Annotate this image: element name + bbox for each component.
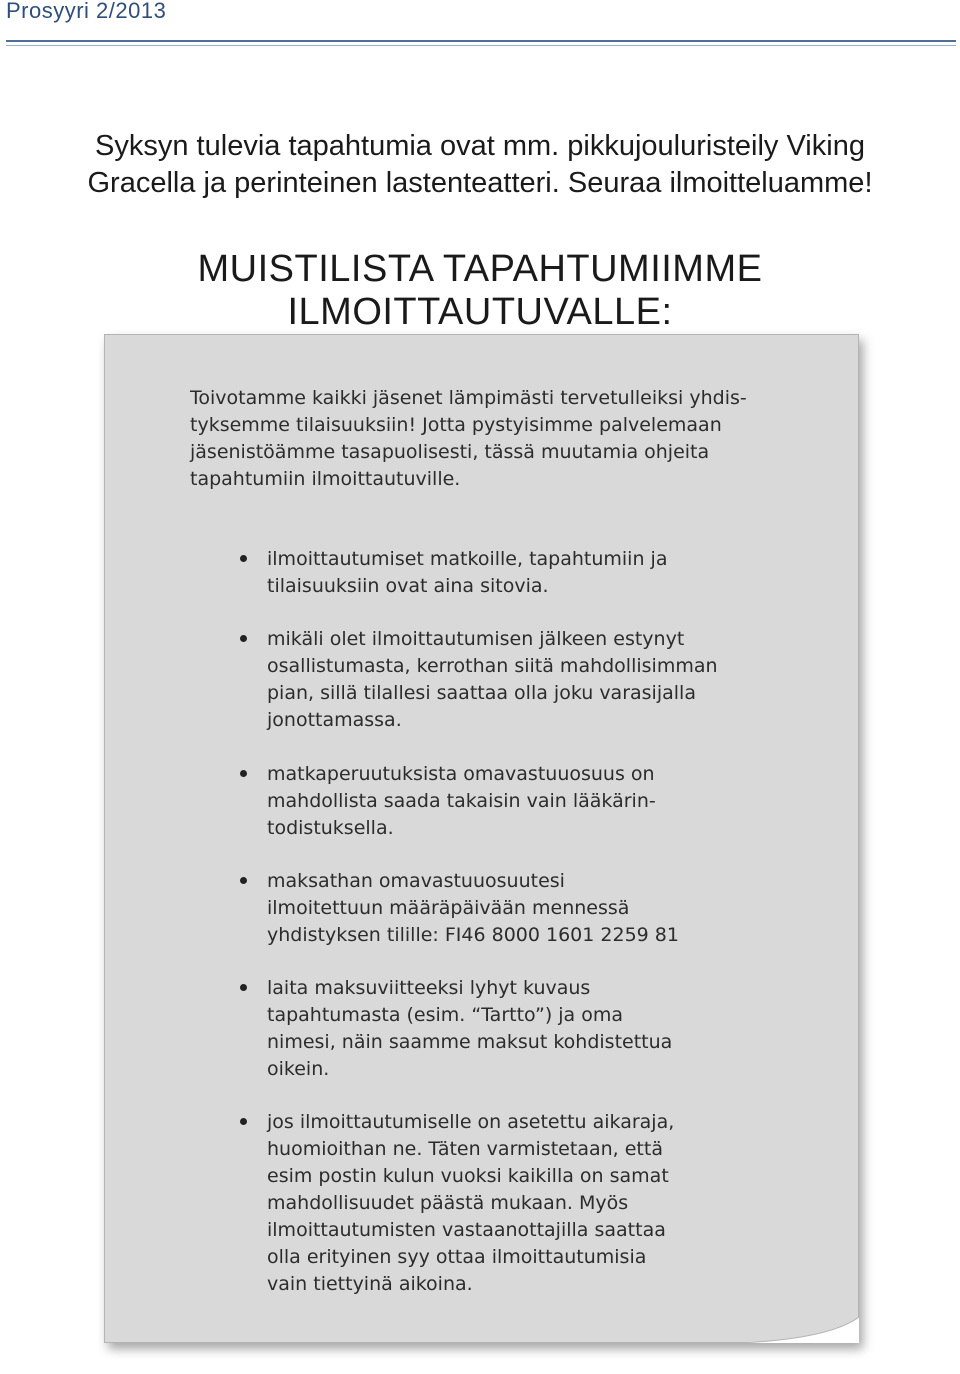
list-item-text — [267, 868, 777, 949]
header-divider — [6, 40, 956, 42]
list-item-line: osallistumasta, kerrothan siitä mahdollisimman — [267, 655, 718, 677]
list-item-text — [267, 761, 777, 842]
list-item-line: ilmoittautumiset matkoille, tapahtumiin ja — [267, 548, 668, 570]
page-curl-icon — [739, 1317, 859, 1343]
paragraph-line: Toivotamme kaikki jäsenet lämpimästi tervetulleiksi yhdis- — [190, 387, 747, 409]
list-item-line: oikein. — [267, 1058, 330, 1080]
list-item-line: ilmoittautumisten vastaanottajilla saattaa — [267, 1219, 666, 1241]
list-item-line: nimesi, näin saamme maksut kohdistettua — [267, 1031, 673, 1053]
list-item-line: tapahtumasta (esim. “Tartto”) ja oma — [267, 1004, 624, 1026]
list-item-line: esim postin kulun vuoksi kaikilla on samat — [267, 1165, 669, 1187]
bullet-icon — [240, 984, 247, 991]
list-item-line: mahdollista saada takaisin vain lääkärin- — [267, 790, 656, 812]
list-item-line: pian, sillä tilallesi saattaa olla joku varasijalla — [267, 682, 696, 704]
bullet-icon — [240, 555, 247, 562]
list-item-text — [267, 1109, 777, 1298]
intro-text — [30, 128, 930, 202]
list-item-line: laita maksuviitteeksi lyhyt kuvaus — [267, 977, 591, 999]
list-item-line: todistuksella. — [267, 817, 394, 839]
list-item-line: mikäli olet ilmoittautumisen jälkeen estynyt — [267, 628, 685, 650]
list-item-text — [267, 975, 777, 1083]
bullet-icon — [240, 1118, 247, 1125]
list-item-line: mahdollisuudet päästä mukaan. Myös — [267, 1192, 629, 1214]
bullet-icon — [240, 770, 247, 777]
list-item-line: ilmoitettuun määräpäivään mennessä — [267, 897, 630, 919]
header-divider-thin — [6, 45, 956, 46]
list-item-line: olla erityinen syy ottaa ilmoittautumisia — [267, 1246, 647, 1268]
list-item-line: huomioithan ne. Täten varmistetaan, että — [267, 1138, 663, 1160]
newsletter-title: Prosyyri 2/2013 — [6, 0, 167, 23]
list-item-text — [267, 546, 777, 600]
list-item-line: tilaisuuksiin ovat aina sitovia. — [267, 575, 549, 597]
list-item-text — [267, 626, 777, 734]
intro-line: Syksyn tulevia tapahtumia ovat mm. pikkujouluristeily Viking — [95, 130, 865, 162]
bullet-icon — [240, 635, 247, 642]
intro-line: Gracella ja perinteinen lastenteatteri. Seuraa ilmoitteluamme! — [87, 167, 873, 199]
paragraph-line: tapahtumiin ilmoittautuville. — [190, 468, 461, 490]
list-item-line: matkaperuutuksista omavastuuosuus on — [267, 763, 655, 785]
checklist-heading: MUISTILISTA TAPAHTUMIIMME ILMOITTAUTUVALLE: — [197, 248, 763, 333]
list-item-line: vain tiettyinä aikoina. — [267, 1273, 473, 1295]
list-item-line: jonottamassa. — [267, 709, 402, 731]
paragraph-line: tyksemme tilaisuuksiin! Jotta pystyisimme palvelemaan — [190, 414, 722, 436]
note-paragraph — [190, 385, 810, 493]
list-item-line: yhdistyksen tilille: FI46 8000 1601 2259 81 — [267, 924, 679, 946]
bullet-icon — [240, 877, 247, 884]
list-item-line: jos ilmoittautumiselle on asetettu aikaraja, — [267, 1111, 675, 1133]
list-item-line: maksathan omavastuuosuutesi — [267, 870, 565, 892]
paragraph-line: jäsenistöämme tasapuolisesti, tässä muutamia ohjeita — [190, 441, 710, 463]
